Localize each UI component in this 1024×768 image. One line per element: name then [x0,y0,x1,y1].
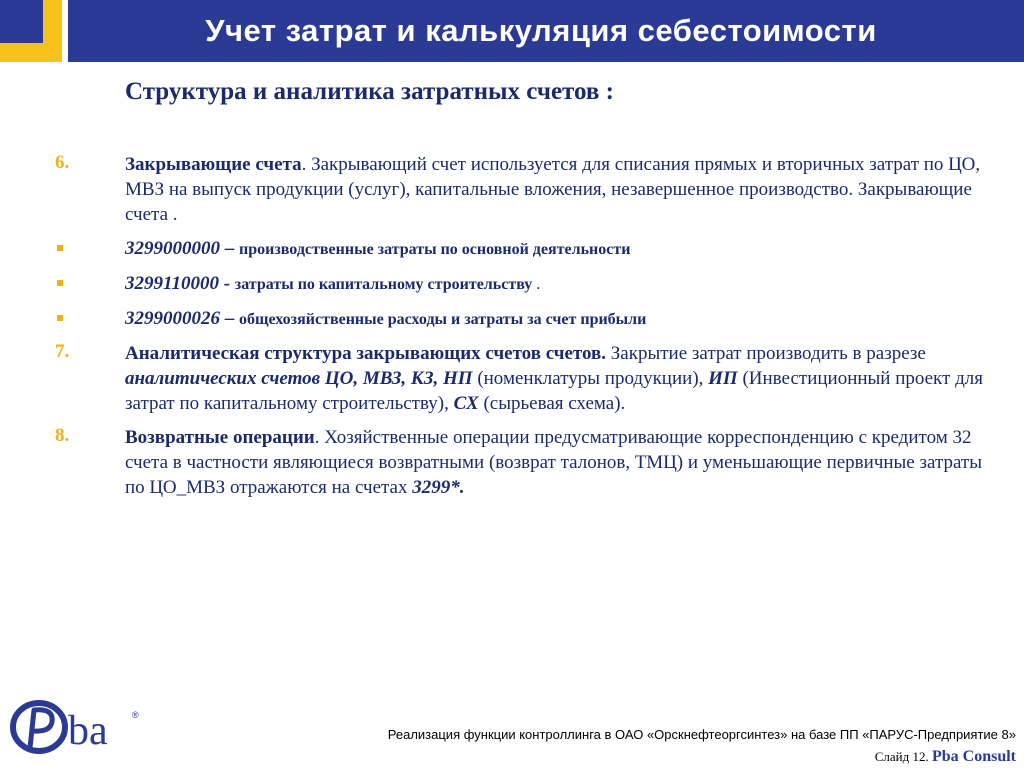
return-operations-description: . Хозяйственные операции предусматривающие корреспонденцию с кредитом 32 счета в частности являющиеся возвратными (возврат талонов, ТМЦ) и уменьшающие первичные затраты по ЦО_МВЗ отражаются на счетах [125,427,982,498]
account-code: 3299000026 [125,308,220,329]
title-bar [0,0,1024,62]
list-item-text [125,152,985,227]
text-segment: (номенклатуры продукции), [472,368,709,389]
logo-text: ba [68,708,108,754]
slide-number: Слайд 12. [874,749,929,764]
bullet-square-icon [57,245,63,251]
account-description: затраты по капитальному строительству [234,276,533,293]
bullet-square-icon [57,280,63,286]
closing-accounts-description: . Закрывающий счет используется для списания прямых и вторичных затрат по ЦО, МВЗ на выпуск продукции (услуг), капитальные вложения, незавершенное производство. Закрывающие счета . [125,154,981,225]
bullet-item [0,236,1024,262]
slide-subtitle: Структура и аналитика затратных счетов : [125,78,614,105]
emphasis-analytic-accounts: аналитических счетов ЦО, МВЗ, КЗ, НП [125,368,473,389]
text-segment: (Инвестиционный проект для затрат по капитальному строительству), [125,368,983,414]
text-segment: Закрытие затрат производить в разрезе [606,343,926,364]
pba-logo-icon [10,698,145,756]
list-number: 6. [55,152,70,173]
trailing-period: . [532,276,541,293]
footer-slide-info [875,748,1016,766]
list-item-8 [0,425,1024,500]
list-number: 7. [55,341,70,362]
account-code: 3299110000 - [125,273,231,294]
bullet-item [0,271,1024,297]
separator: – [220,238,239,259]
separator: – [220,308,239,329]
term-closing-accounts: Закрывающие счета [125,154,302,175]
header-divider [62,0,68,62]
term-return-operations: Возвратные операции [125,427,315,448]
account-description: производственные затраты по основной деятельности [239,241,631,258]
list-item-text [125,341,985,416]
emphasis-sx: СХ [453,393,479,414]
bullet-item [0,306,1024,332]
slide-body [0,152,1024,509]
account-code: 3299000000 [125,238,220,259]
emphasis-ip: ИП [708,368,738,389]
list-item-text [125,425,985,500]
list-item-7 [0,341,1024,416]
text-segment: (сырьевая схема). [478,393,626,414]
account-mask: 3299*. [412,477,465,498]
registered-mark: ® [132,710,139,720]
account-description: общехозяйственные расходы и затраты за счет прибыли [239,311,647,328]
bullet-text [125,236,985,262]
list-item-6 [0,152,1024,227]
footer-project: Реализация функции контроллинга в ОАО «Орскнефтеоргсинтез» на базе ПП «ПАРУС-Предприятие 8» [387,727,1016,742]
footer-brand: Pba Consult [931,748,1016,765]
bullet-square-icon [57,315,63,321]
bullet-text [125,306,985,332]
list-number: 8. [55,425,70,446]
slide-title: Учет затрат и калькуляция себестоимости [205,13,877,48]
bullet-text [125,271,985,297]
corner-decoration-blue [0,0,43,43]
term-analytic-structure: Аналитическая структура закрывающих счетов счетов. [125,343,607,364]
pba-logo [10,698,145,756]
